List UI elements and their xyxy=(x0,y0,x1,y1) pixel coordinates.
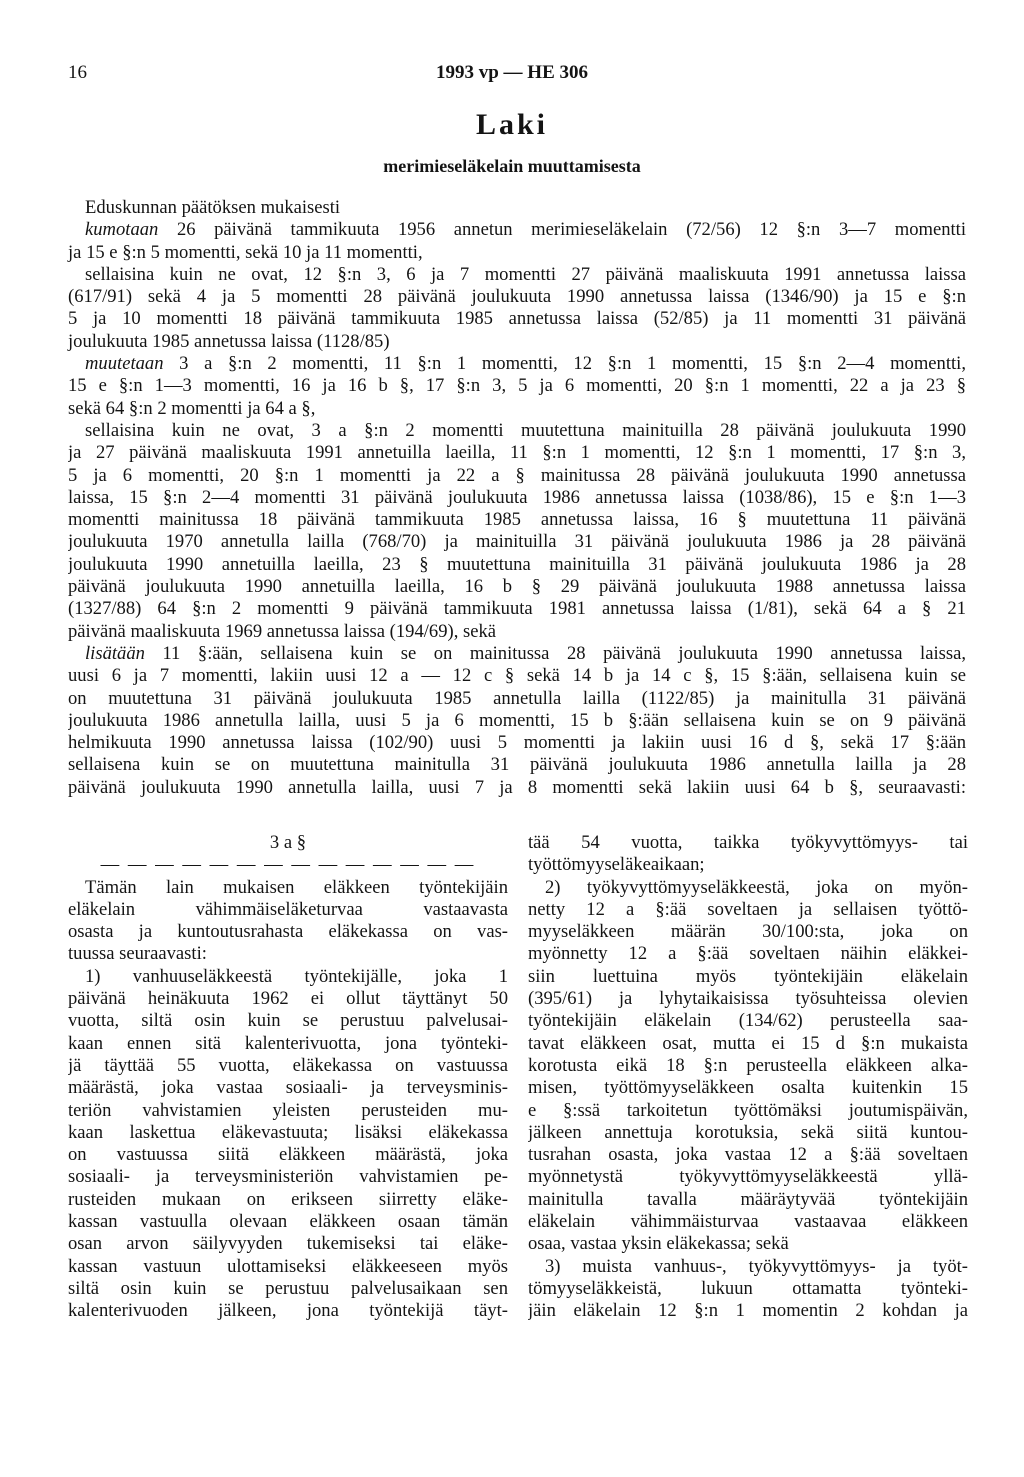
preamble-line: sellaisina kuin ne ovat, 3 a §:n 2 momentti muutettuna mainituilla 28 päivänä joulukuuta 1990 xyxy=(85,419,966,441)
column-line: tavat eläkkeen osat, mutta ei 15 d §:n mukaista xyxy=(528,1032,968,1054)
preamble-line: helmikuuta 1990 annetussa laissa (102/90) uusi 5 momentti ja lakiin uusi 16 d §, sekä 17 §:ään xyxy=(68,732,966,754)
law-subtitle: merimieseläkelain muuttamisesta xyxy=(383,156,641,176)
column-line: osan arvon säilyvyyden tukemiseksi tai eläke- xyxy=(68,1233,508,1255)
preamble-line: päivänä maaliskuuta 1969 annetussa laissa (194/69), sekä xyxy=(68,620,497,642)
column-line: myyseläkkeen määrän 30/100:sta, joka on xyxy=(528,921,968,943)
preamble-line: (617/91) sekä 4 ja 5 momentti 28 päivänä joulukuuta 1990 annetussa laissa (1346/90) ja 15 e §:n xyxy=(68,286,966,308)
section-heading: 3 a § xyxy=(269,832,307,853)
column-line: e §:ssä tarkoitetun työttömäksi joutumispäivän, xyxy=(528,1099,968,1121)
column-line: sosiaali- ja terveysministeriön vahvistamien pe- xyxy=(68,1166,508,1188)
column-line: jälkeen annettuja korotuksia, sekä siitä kuntou- xyxy=(528,1121,968,1143)
law-title: Laki xyxy=(475,108,549,141)
omission-dashes: — — — — — — — — — — — — — — xyxy=(100,854,476,876)
keyword-kumotaan: kumotaan xyxy=(85,219,159,241)
column-line: (395/61) ja lyhytaikaisissa työsuhteissa olevien xyxy=(528,988,968,1010)
column-line: teriön vahvistamien yleisten perusteiden mu- xyxy=(68,1099,508,1121)
preamble-line: ja 15 e §:n 5 momentti, sekä 10 ja 11 momentti, xyxy=(68,241,423,263)
column-line: korotusta eikä 18 §:n perusteella eläkkeen alka- xyxy=(528,1054,968,1076)
preamble-line: 5 ja 10 momentti 18 päivänä tammikuuta 1985 annetussa laissa (52/85) ja 11 momentti 31 päivänä xyxy=(68,308,966,330)
column-line: jäin eläkelain 12 §:n 1 momentin 2 kohdan ja xyxy=(528,1300,968,1322)
column-line: siltä osin kuin se perustuu palvelusaikaan sen xyxy=(68,1277,508,1299)
column-line: osaa, vastaa yksin eläkekassa; sekä xyxy=(528,1233,789,1255)
preamble-line: uusi 6 ja 7 momentti, lakiin uusi 12 a — 12 c § sekä 14 b ja 14 c §, 15 §:ään, sellaisena kuin se xyxy=(68,665,966,687)
preamble-line xyxy=(68,643,966,665)
preamble-line: 15 e §:n 1—3 momentti, 16 ja 16 b §, 17 §:n 3, 5 ja 6 momentti, 20 §:n 1 momentti, 22 a ja 23 § xyxy=(68,375,966,397)
column-line: kaan laskettua eläkevastuuta; lisäksi eläkekassa xyxy=(68,1121,508,1143)
column-line: eläkelain vähimmäisturvaa vastaavaa eläkkeen xyxy=(528,1211,968,1233)
column-line: eläkelain vähimmäiseläketurvaa vastaavasta xyxy=(68,898,508,920)
column-line: osasta ja kuntoutusrahasta eläkekassa on vas- xyxy=(68,921,508,943)
column-line: on vastuussa siitä eläkkeen määrästä, joka xyxy=(68,1144,508,1166)
preamble-line: (1327/88) 64 §:n 2 momentti 9 päivänä tammikuuta 1981 annetussa laissa (1/81), sekä 64 a § 21 xyxy=(68,598,966,620)
column-line: vuotta, siltä osin kuin se perustuu palvelusai- xyxy=(68,1010,508,1032)
preamble-line: sellaisena kuin se on muutettuna mainitulla 31 päivänä joulukuuta 1986 annetulla lailla ja 28 xyxy=(68,754,966,776)
preamble-line: päivänä joulukuuta 1990 annetuilla laeilla, 16 b § 29 päivänä joulukuuta 1988 annetussa laissa xyxy=(68,576,966,598)
preamble-line: joulukuuta 1986 annetulla lailla, uusi 5 ja 6 momentti, 15 b §:ään sellaisena kuin se on 9 päivänä xyxy=(68,709,966,731)
right-column xyxy=(528,832,968,1323)
column-line: 2) työkyvyttömyyseläkkeestä, joka on myön- xyxy=(545,876,968,898)
preamble-text: 3 a §:n 2 momentti, 11 §:n 1 momentti, 12 §:n 1 momentti, 15 §:n 2—4 momentti, xyxy=(163,353,966,375)
page-number: 16 xyxy=(68,62,87,83)
column-line: rusteiden mukaan on erikseen siirretty eläke- xyxy=(68,1188,508,1210)
preamble-line: joulukuuta 1970 annetulla lailla (768/70) ja mainituilla 31 päivänä joulukuuta 1986 ja 28 päivänä xyxy=(68,531,966,553)
column-line: myönnetty 12 a §:ää soveltaen näihin eläkkei- xyxy=(528,943,968,965)
column-line: Tämän lain mukaisen eläkkeen työntekijäin xyxy=(85,876,508,898)
column-line: tuussa seuraavasti: xyxy=(68,943,207,965)
keyword-lisataan: lisätään xyxy=(85,642,145,664)
preamble-line: Eduskunnan päätöksen mukaisesti xyxy=(85,197,341,218)
column-line: 1) vanhuuseläkkeestä työntekijälle, joka 1 xyxy=(85,965,508,987)
column-line: työttömyyseläkeaikaan; xyxy=(528,854,705,876)
column-line: kassan vastuun ulottamiseksi eläkkeeseen myös xyxy=(68,1255,508,1277)
column-line: työntekijäin eläkelain (134/62) perusteella saa- xyxy=(528,1010,968,1032)
column-line: mainitulla tavalla määräytyvää työntekijäin xyxy=(528,1188,968,1210)
preamble-line: ja 27 päivänä maaliskuuta 1991 annetuilla laeilla, 11 §:n 1 momentti, 12 §:n 1 momentti, 17 §:n 3, xyxy=(68,442,966,464)
preamble-line: laissa, 15 §:n 2—4 momentti 31 päivänä joulukuuta 1986 annetussa laissa (1038/86), 15 e §:n 1—3 xyxy=(68,486,966,508)
column-line: kaan ennen sitä kalenterivuotta, jona työnteki- xyxy=(68,1032,508,1054)
column-line: tömyyseläkkeistä, lukuun ottamatta työnteki- xyxy=(528,1277,968,1299)
preamble xyxy=(68,197,966,799)
preamble-line: joulukuuta 1990 annetuilla laeilla, 23 § muutettuna mainituilla 31 päivänä joulukuuta 1986 ja 28 xyxy=(68,553,966,575)
column-line: siin luettuina myös työntekijäin eläkelain xyxy=(528,965,968,987)
preamble-line: joulukuuta 1985 annetussa laissa (1128/85) xyxy=(68,330,390,352)
preamble-line: päivänä joulukuuta 1990 annetulla lailla, uusi 7 ja 8 momentti sekä lakiin uusi 64 b §, seuraavasti: xyxy=(68,776,966,798)
column-line: misen, työttömyyseläkkeen osalta kuitenkin 15 xyxy=(528,1077,968,1099)
left-column xyxy=(68,832,508,1323)
keyword-muutetaan: muutetaan xyxy=(85,353,164,375)
column-line: netty 12 a §:ää soveltaen ja sellaisen työttö- xyxy=(528,898,968,920)
running-title: 1993 vp — HE 306 xyxy=(435,62,589,83)
column-line: 3) muista vanhuus-, työkyvyttömyys- ja työt- xyxy=(545,1255,968,1277)
preamble-line xyxy=(68,219,966,241)
preamble-text: 11 §:ään, sellaisena kuin se on mainitussa 28 päivänä joulukuuta 1990 annetussa laissa, xyxy=(144,642,966,664)
preamble-line: momentti mainitussa 18 päivänä tammikuuta 1985 annetussa laissa, 16 § muutettuna 11 päivänä xyxy=(68,509,966,531)
preamble-line: sekä 64 §:n 2 momentti ja 64 a §, xyxy=(68,397,316,419)
column-line: kalenterivuoden jälkeen, jona työntekijä täyt- xyxy=(68,1300,508,1322)
column-line: tusrahan osasta, joka vastaa 12 a §:ää soveltaen xyxy=(528,1144,968,1166)
preamble-line: sellaisina kuin ne ovat, 12 §:n 3, 6 ja 7 momentti 27 päivänä maaliskuuta 1991 annetussa laissa xyxy=(85,263,966,285)
preamble-line: on muutettuna 31 päivänä joulukuuta 1985 annetulla lailla (1122/85) ja mainitulla 31 päivänä xyxy=(68,687,966,709)
column-line: määrästä, joka vastaa sosiaali- ja terveysminis- xyxy=(68,1077,508,1099)
column-line: jä täyttää 55 vuotta, eläkekassa on vastuussa xyxy=(68,1054,508,1076)
preamble-text: 26 päivänä tammikuuta 1956 annetun merimieseläkelain (72/56) 12 §:n 3—7 momentti xyxy=(158,219,966,241)
column-line: tää 54 vuotta, taikka työkyvyttömyys- tai xyxy=(528,832,968,853)
preamble-line: 5 ja 6 momentti, 20 §:n 1 momentti ja 22 a § mainitussa 28 päivänä joulukuuta 1990 annetussa xyxy=(68,464,966,486)
column-line: myönnetystä työkyvyttömyyseläkkeestä yllä- xyxy=(528,1166,968,1188)
preamble-line xyxy=(68,353,966,375)
column-line: päivänä heinäkuuta 1962 ei ollut täyttänyt 50 xyxy=(68,988,508,1010)
column-line: kassan vastuulla olevaan eläkkeen osaan tämän xyxy=(68,1211,508,1233)
